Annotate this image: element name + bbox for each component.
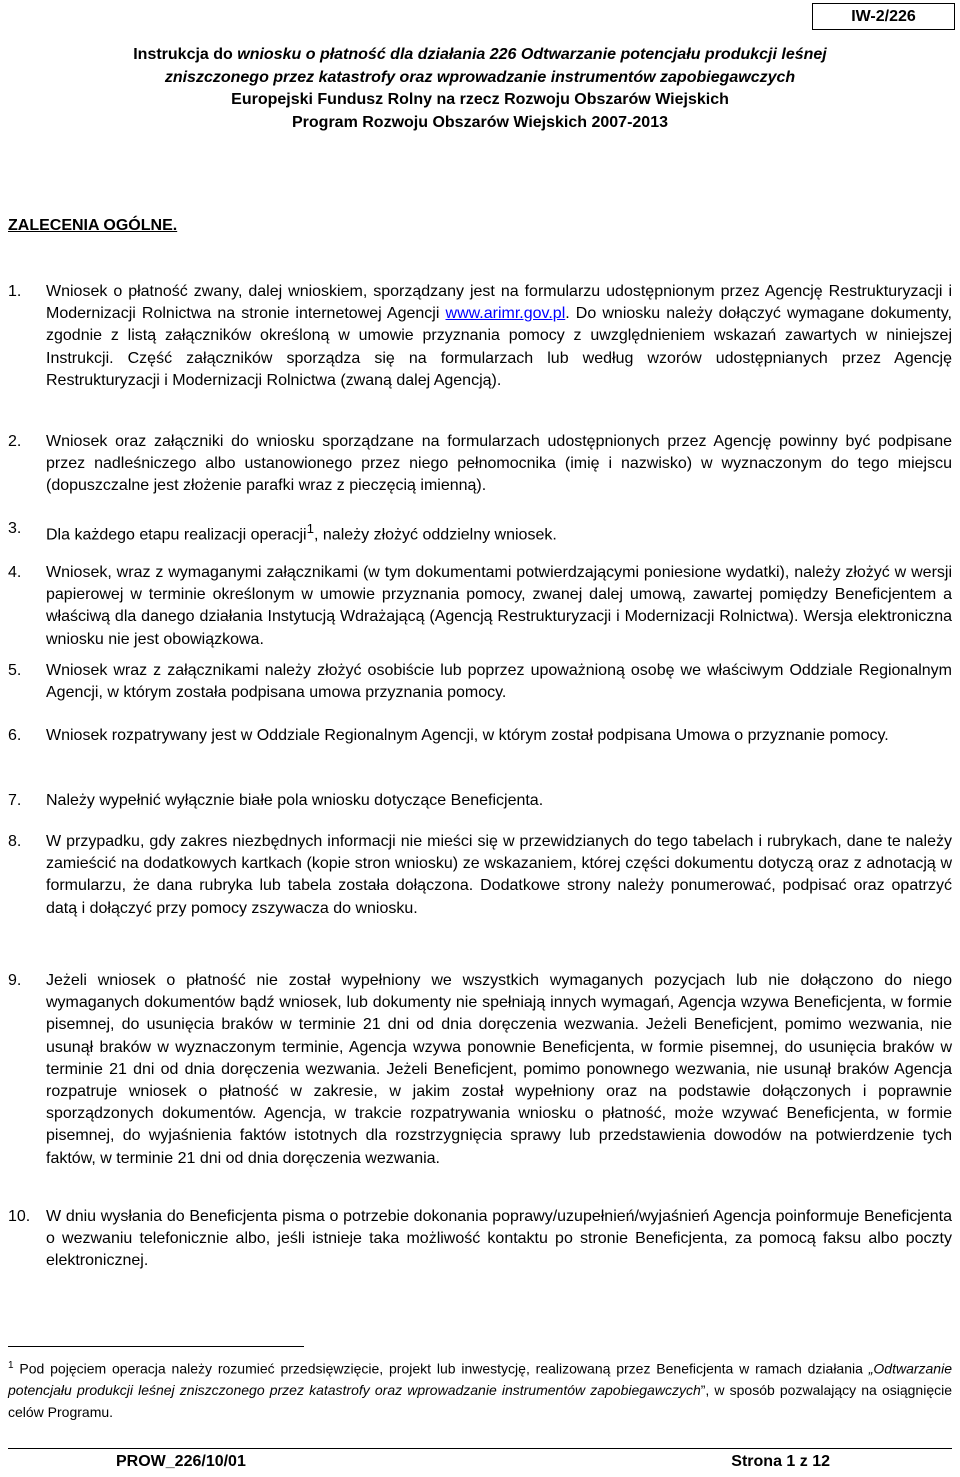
arimr-link[interactable]: www.arimr.gov.pl — [445, 305, 566, 323]
list-item-text: Wniosek wraz z załącznikami należy złożyć osobiście lub poprzez upoważnioną osobę we właściwym Oddziale Regionalnym Agencji, w którym została podpisana umowa przyznania pomocy. — [46, 662, 952, 702]
header-line-1 — [0, 44, 960, 67]
page-footer — [8, 1448, 952, 1477]
list-item-number: 4. — [8, 564, 22, 581]
header-line-3: Europejski Fundusz Rolny na rzecz Rozwoju Obszarów Wiejskich — [231, 91, 729, 108]
list-item-2 — [8, 431, 952, 498]
list-item-text: Należy wypełnić wyłącznie białe pola wniosku dotyczące Beneficjenta. — [46, 792, 544, 809]
list-item-8 — [8, 831, 952, 920]
list-item-number: 8. — [8, 833, 22, 850]
footnote-mark: 1 — [8, 1360, 14, 1371]
list-item-text-part: Wniosek o płatność zwany, dalej wnioskiem, sporządzany jest na formularzu udostępnionym przez Agencję Restrukturyzacji i Modernizacji Rolnictwa na stronie internetowej Agencji — [46, 283, 952, 323]
document-header — [0, 44, 960, 134]
form-code: PROW_226/10/01 — [116, 1453, 246, 1470]
page-number: Strona 1 z 12 — [731, 1453, 830, 1470]
document-id-box — [812, 3, 955, 30]
list-item-number: 7. — [8, 792, 22, 809]
list-item-text: Wniosek, wraz z wymaganymi załącznikami (w tym dokumentami potwierdzającymi poniesione wydatki), należy złożyć w wersji papierowej w terminie określonym w umowie przyznania pomocy, zwanej dalej umową, zawartej pomiędzy Beneficjentem a właściwą dla danego działania Instytucją Wdrażającą (Agencją Restrukturyzacji i Modernizacji Rolnictwa). Wersja elektroniczna wniosku nie jest obowiązkowa. — [46, 564, 952, 648]
footnote-italic-text: „Odtwarzanie potencjału produkcji leśnej zniszczonego przez katastrofy oraz wprowadzanie instrumentów zapobiegawczych — [8, 1360, 952, 1399]
list-item-10 — [8, 1206, 952, 1273]
list-item-text: W dniu wysłania do Beneficjenta pisma o potrzebie dokonania poprawy/uzupełnień/wyjaśnień Agencja poinformuje Beneficjenta o wezwaniu telefonicznie albo, jeśli istnieje taka możliwość kontaktu po stronie Beneficjenta, za pomocą faksu albo poczty elektronicznej. — [46, 1208, 952, 1270]
list-item-number: 5. — [8, 662, 22, 679]
list-item-number: 1. — [8, 283, 22, 300]
list-item-text-part: , należy złożyć oddzielny wniosek. — [314, 526, 557, 544]
footnote — [8, 1355, 952, 1423]
list-item-number: 10. — [8, 1208, 31, 1225]
list-item-3 — [8, 518, 952, 547]
header-line-1-lead: Instrukcja do — [133, 46, 238, 63]
list-item-text-part: . Do wniosku należy dołączyć wymagane dokumenty, zgodnie z listą załączników określoną w umowie przyznania pomocy z uwzględnieniem wskazań zawartych w niniejszej Instrukcji. Część załączników sporządza się na formularzach lub według wzorów udostępnianych przez Agencję Restrukturyzacji i Modernizacji Rolnictwa (zwaną dalej Agencją). — [46, 305, 953, 389]
list-item-text: Wniosek oraz załączniki do wniosku sporządzane na formularzach udostępnionych przez Agencję powinny być podpisane przez nadleśniczego albo ustanowionego przez niego pełnomocnika (imię i nazwisko) w wyznaczonym do tego miejscu (dopuszczalne jest złożenie parafki wraz z pieczęcią imienną). — [46, 433, 952, 495]
footnote-text-end: ”, w sposób pozwalający na osiągnięcie celów Programu. — [8, 1382, 953, 1420]
list-item-9 — [8, 970, 952, 1170]
section-title: ZALECENIA OGÓLNE. — [8, 217, 178, 234]
list-item-text: W przypadku, gdy zakres niezbędnych informacji nie mieści się w przewidzianych do tego tabelach i rubrykach, dane te należy zamieścić na dodatkowych kartkach (kopie stron wniosku) ze wskazaniem, której części dokumentu dotyczą oraz z adnotacją w formularzu, że dana rubryka lub tabela została dołączona. Dodatkowe strony należy ponumerować, podpisać oraz opatrzyć datą i dołączyć przy pomocy zszywacza do wniosku. — [46, 833, 952, 917]
document-id: IW-2/226 — [851, 8, 916, 25]
list-item-number: 2. — [8, 433, 22, 450]
list-item-7 — [8, 790, 952, 812]
header-line-4: Program Rozwoju Obszarów Wiejskich 2007-2013 — [292, 113, 668, 131]
list-item-text-part: Dla każdego etapu realizacji operacji — [46, 526, 307, 544]
list-item-number: 3. — [8, 520, 22, 537]
list-item-text: Wniosek rozpatrywany jest w Oddziale Regionalnym Agencji, w którym został podpisana Umowa o przyznanie pomocy. — [46, 727, 889, 744]
list-item-6 — [8, 725, 952, 747]
header-line-1-italic: wniosku o płatność dla działania 226 Odtwarzanie potencjału produkcji leśnej — [237, 46, 827, 63]
footnote-reference[interactable]: 1 — [306, 521, 315, 536]
footnote-text: Pod pojęciem operacja należy rozumieć przedsięwzięcie, projekt lub inwestycję, realizowaną przez Beneficjenta w ramach działania — [13, 1360, 869, 1377]
footnote-divider — [8, 1346, 304, 1347]
list-item-number: 6. — [8, 727, 22, 744]
list-item-text: Jeżeli wniosek o płatność nie został wypełniony we wszystkich wymaganych pozycjach lub nie dołączono do niego wymaganych dokumentów bądź wniosek, lub dokumenty nie spełniają innych wymagań, Agencja wzywa Beneficjenta, w formie pisemnej, do usunięcia braków w terminie 21 dni od dnia doręczenia wezwania. Jeżeli Beneficjent, pomimo wezwania, nie usunął braków w wyznaczonym terminie, Agencja wzywa ponownie Beneficjenta, w formie pisemnej, do usunięcia braków w terminie 21 dni od dnia doręczenia wezwania. Jeżeli Beneficjent, pomimo ponownego wezwania, nie usunął braków Agencja rozpatruje wniosek o płatność w zakresie, w jakim został wypełniony oraz na podstawie dołączonych i poprawnie sporządzonych dokumentów. Agencja, w trakcie rozpatrywania wniosku o płatność, może wzywać Beneficjenta, w formie pisemnej, do wyjaśnienia faktów istotnych dla rozstrzygnięcia sprawy lub przedstawienia dowodów na potwierdzenie tych faktów, w terminie 21 dni od dnia doręczenia wezwania. — [46, 972, 952, 1167]
list-item-1 — [8, 281, 952, 392]
list-item-4 — [8, 562, 952, 651]
header-line-2: zniszczonego przez katastrofy oraz wprowadzanie instrumentów zapobiegawczych — [164, 68, 796, 86]
list-item-number: 9. — [8, 972, 22, 989]
list-item-text — [46, 518, 952, 547]
list-item-5 — [8, 660, 952, 704]
list-item-text — [46, 281, 952, 392]
